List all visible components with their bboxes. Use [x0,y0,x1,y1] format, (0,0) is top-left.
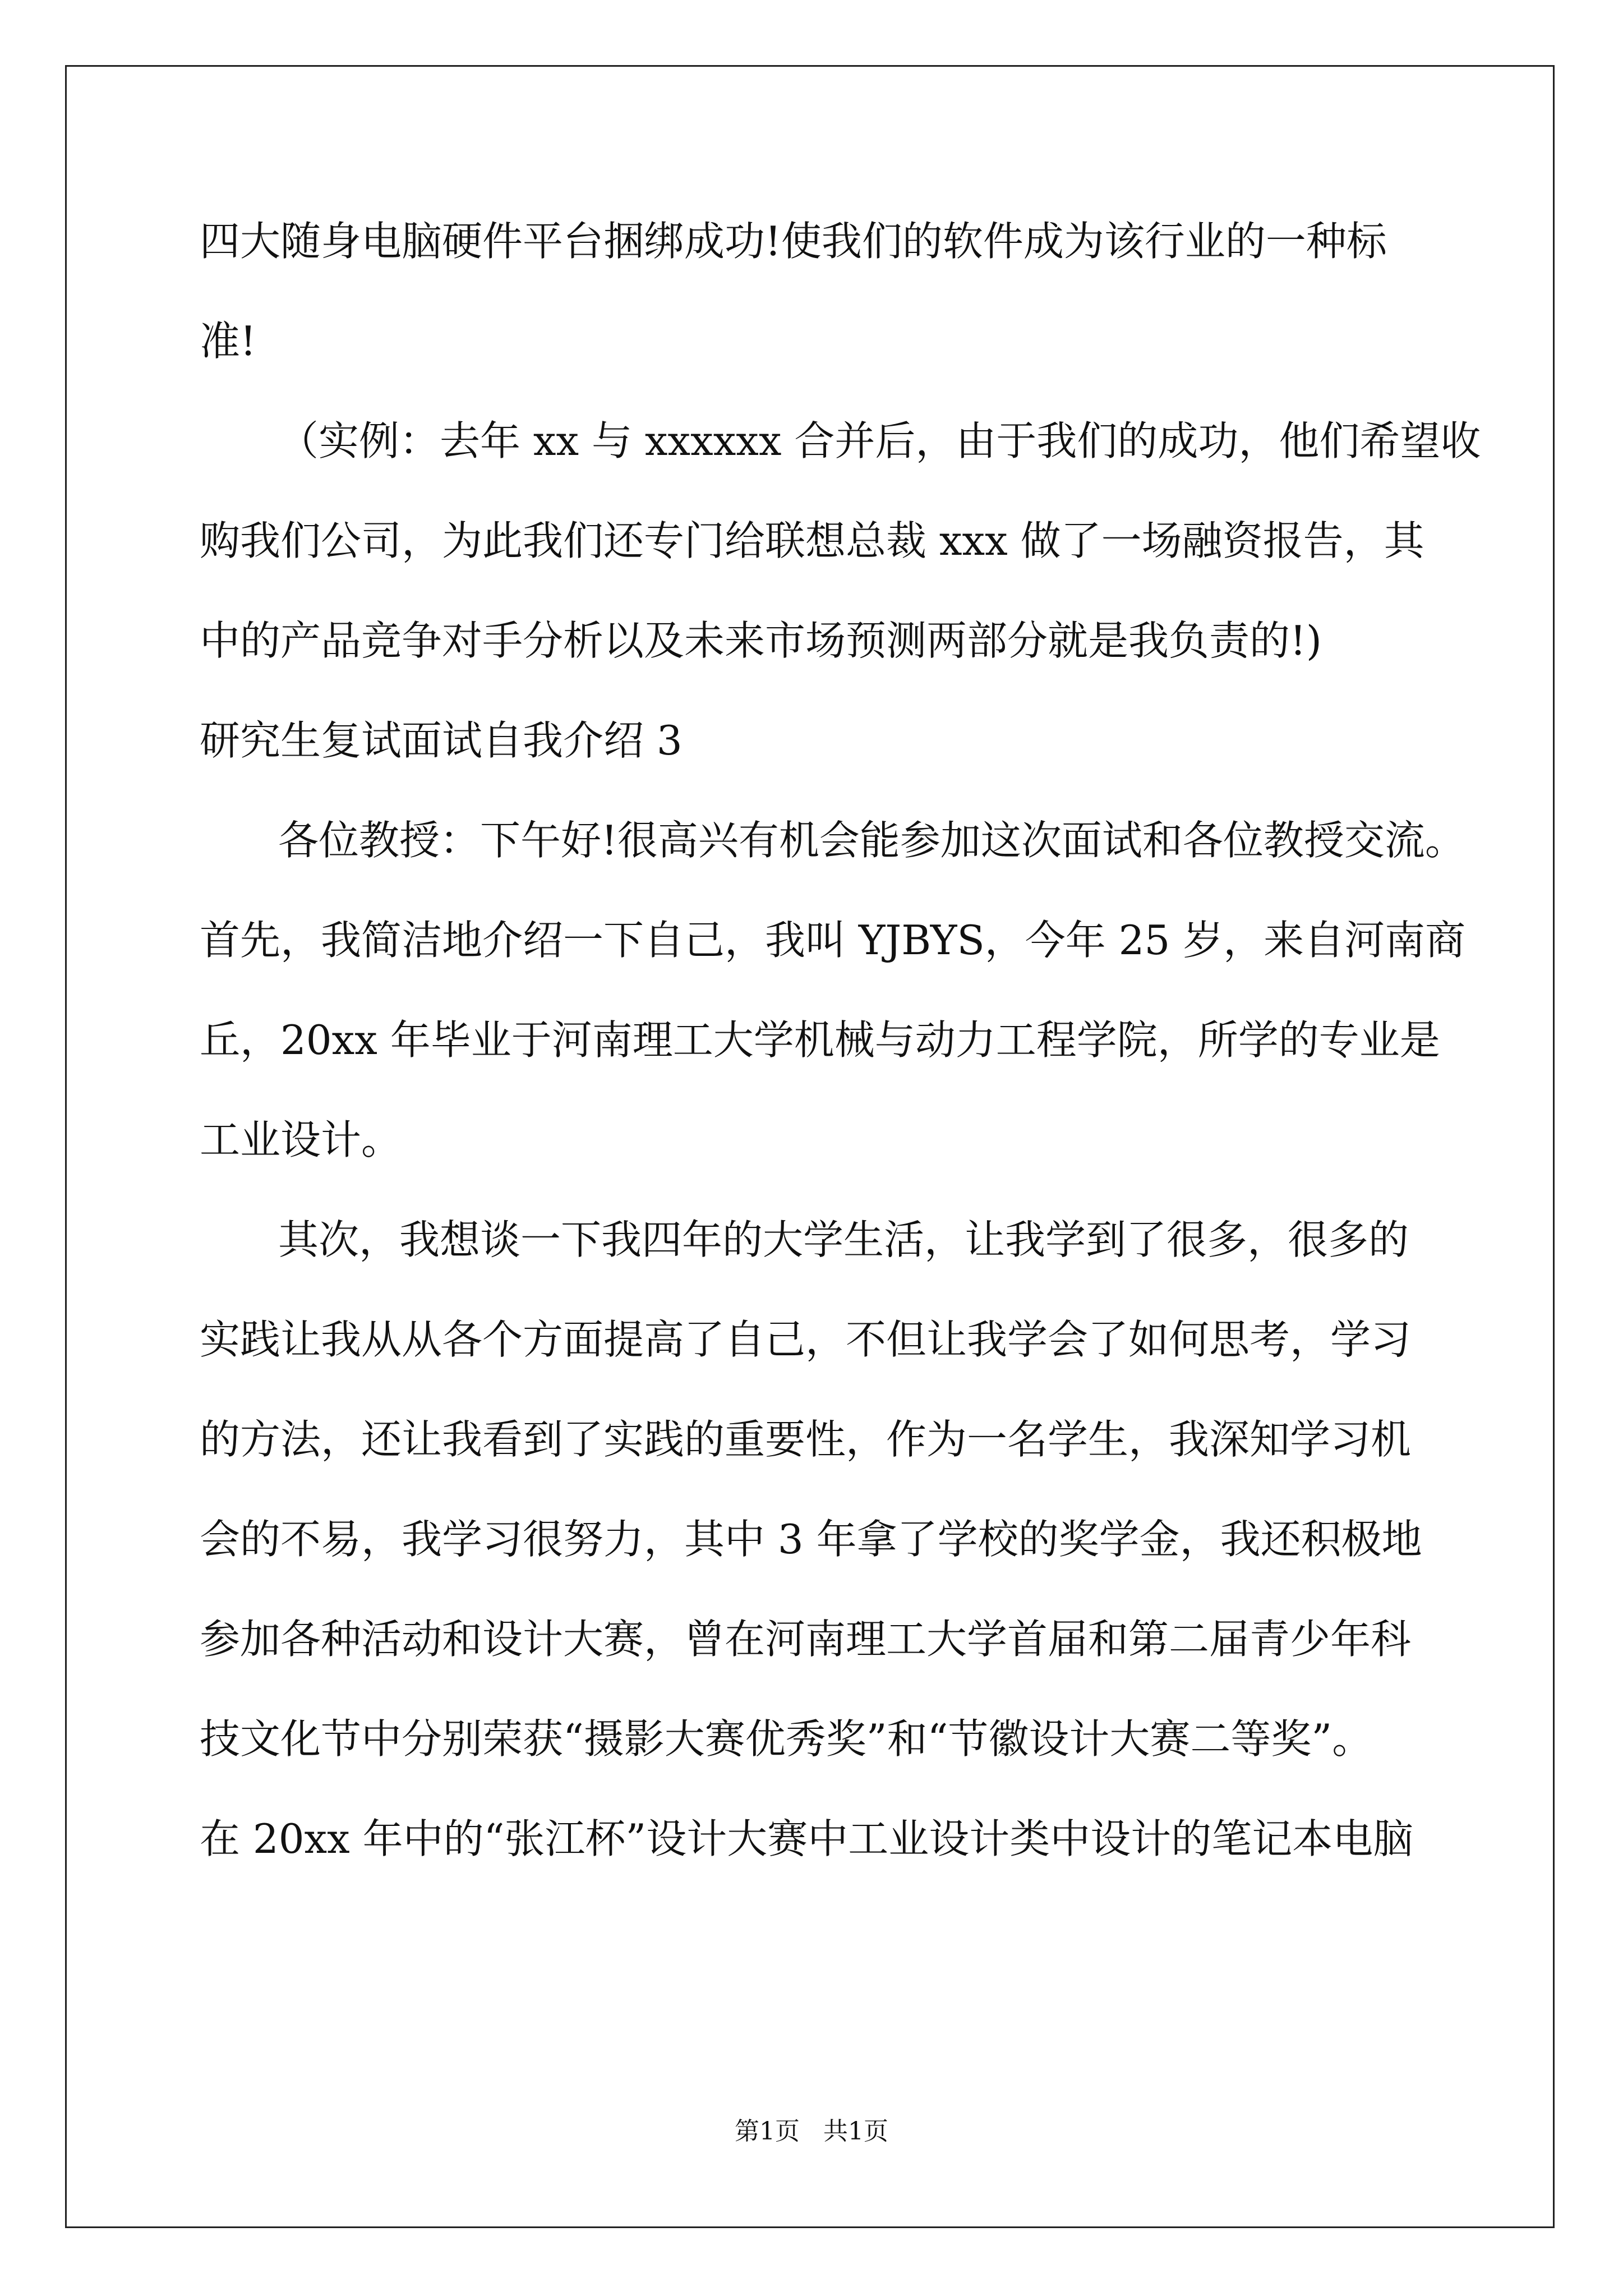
text-line: 购我们公司，为此我们还专门给联想总裁 xxx 做了一场融资报告，其 [200,517,1424,564]
section-heading: 研究生复试面试自我介绍 3 [200,717,683,764]
text-line: 技文化节中分别荣获“摄影大赛优秀奖”和“节徽设计大赛二等奖”。 [200,1715,1373,1763]
text-line: 其次，我想谈一下我四年的大学生活，让我学到了很多，很多的 [278,1216,1409,1263]
text-line: 各位教授：下午好!很高兴有机会能参加这次面试和各位教授交流。 [278,817,1465,864]
text-line: 首先，我简洁地介绍一下自己，我叫 YJBYS，今年 25 岁，来自河南商 [200,917,1466,964]
page-number-footer: 第1页 共1页 [735,2117,888,2146]
text-line: 四大随身电脑硬件平台捆绑成功!使我们的软件成为该行业的一种标 [200,218,1387,265]
text-line: 会的不易，我学习很努力，其中 3 年拿了学校的奖学金，我还积极地 [200,1516,1422,1563]
text-line: 中的产品竞争对手分析以及未来市场预测两部分就是我负责的!) [200,617,1322,664]
text-line: 工业设计。 [200,1116,402,1163]
text-line: 的方法，还让我看到了实践的重要性，作为一名学生，我深知学习机 [200,1416,1412,1463]
text-line: （实例：去年 xx 与 xxxxxx 合并后，由于我们的成功，他们希望收 [278,417,1481,464]
text-line: 实践让我从从各个方面提高了自己，不但让我学会了如何思考，学习 [200,1316,1412,1363]
text-line: 在 20xx 年中的“张江杯”设计大赛中工业设计类中设计的笔记本电脑 [200,1815,1414,1862]
text-line: 准! [200,318,256,365]
text-line: 丘，20xx 年毕业于河南理工大学机械与动力工程学院，所学的专业是 [200,1016,1440,1064]
text-line: 参加各种活动和设计大赛，曾在河南理工大学首届和第二届青少年科 [200,1616,1412,1663]
